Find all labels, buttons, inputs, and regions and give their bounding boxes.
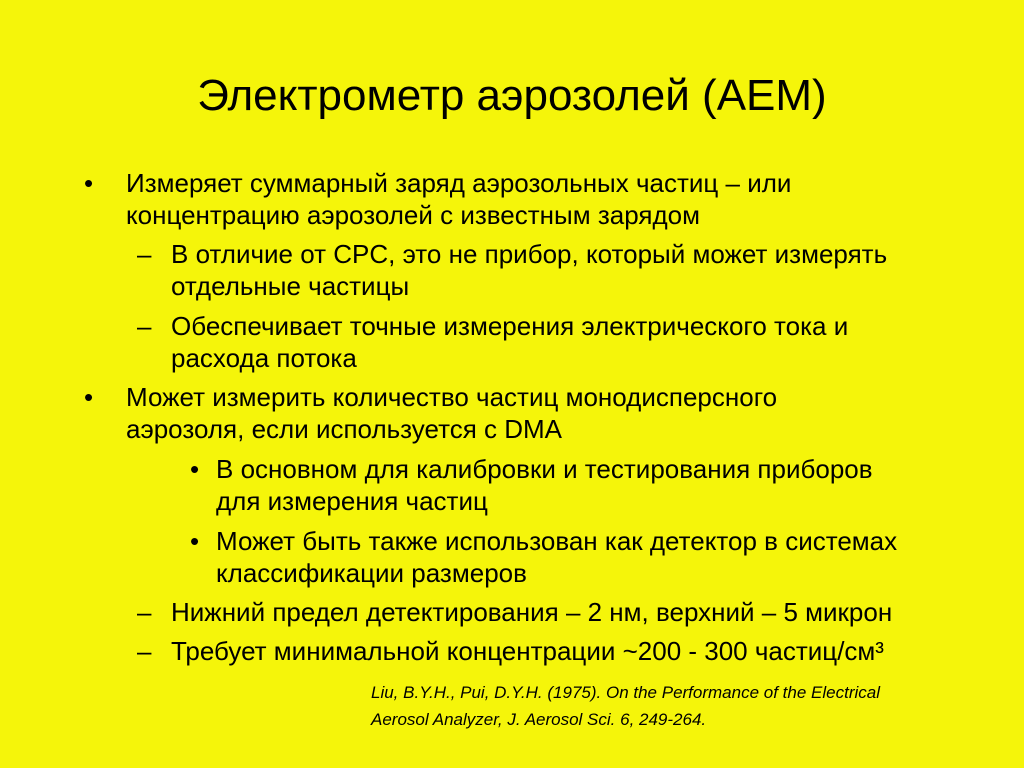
sub-bullet-marker: • <box>190 526 200 556</box>
bullet-line: В основном для калибровки и тестирования приборов <box>216 454 873 484</box>
bullet-line: Может измерить количество частиц монодисперсного <box>126 382 778 412</box>
slide-title: Электрометр аэрозолей (АЕМ) <box>197 71 827 120</box>
sub-bullet-marker: • <box>190 454 200 484</box>
sub-bullet-item <box>171 238 887 302</box>
bullet-line: Может быть также использован как детектор в системах <box>216 526 898 556</box>
sub-bullet-item <box>171 635 884 667</box>
bullet-line: для измерения частиц <box>216 486 488 516</box>
bullet-marker: • <box>84 168 94 198</box>
bullet-item <box>126 381 777 445</box>
bullet-line: классификации размеров <box>216 558 527 588</box>
citation <box>371 679 880 733</box>
bullet-line: В отличие от CPC, это не прибор, который может измерять <box>171 239 888 269</box>
bullet-line: Измеряет суммарный заряд аэрозольных частиц – или <box>126 168 792 198</box>
sub-sub-bullet-item <box>216 453 873 517</box>
bullet-item <box>126 167 791 231</box>
bullet-line: концентрацию аэрозолей с известным зарядом <box>126 200 700 230</box>
dash-marker: – <box>137 597 152 627</box>
bullet-line: отдельные частицы <box>171 271 410 301</box>
bullet-line: Обеспечивает точные измерения электрического тока и <box>171 311 849 341</box>
dash-marker: – <box>137 311 152 341</box>
citation-line: Liu, B.Y.H., Pui, D.Y.H. (1975). On the Performance of the Electrical <box>371 683 880 702</box>
citation-line: Aerosol Analyzer, J. Aerosol Sci. 6, 249-264. <box>371 710 707 729</box>
dash-marker: – <box>137 239 152 269</box>
bullet-marker: • <box>84 382 94 412</box>
sub-bullet-item <box>171 310 848 374</box>
dash-marker: – <box>137 636 152 666</box>
sub-sub-bullet-item <box>216 525 897 589</box>
bullet-line: Нижний предел детектирования – 2 нм, верхний – 5 микрон <box>171 597 893 627</box>
bullet-line: Требует минимальной концентрации ~200 - 300 частиц/см³ <box>171 636 884 666</box>
bullet-line: аэрозоля, если используется с DMA <box>126 414 563 444</box>
sub-bullet-item <box>171 596 892 628</box>
bullet-line: расхода потока <box>171 343 357 373</box>
